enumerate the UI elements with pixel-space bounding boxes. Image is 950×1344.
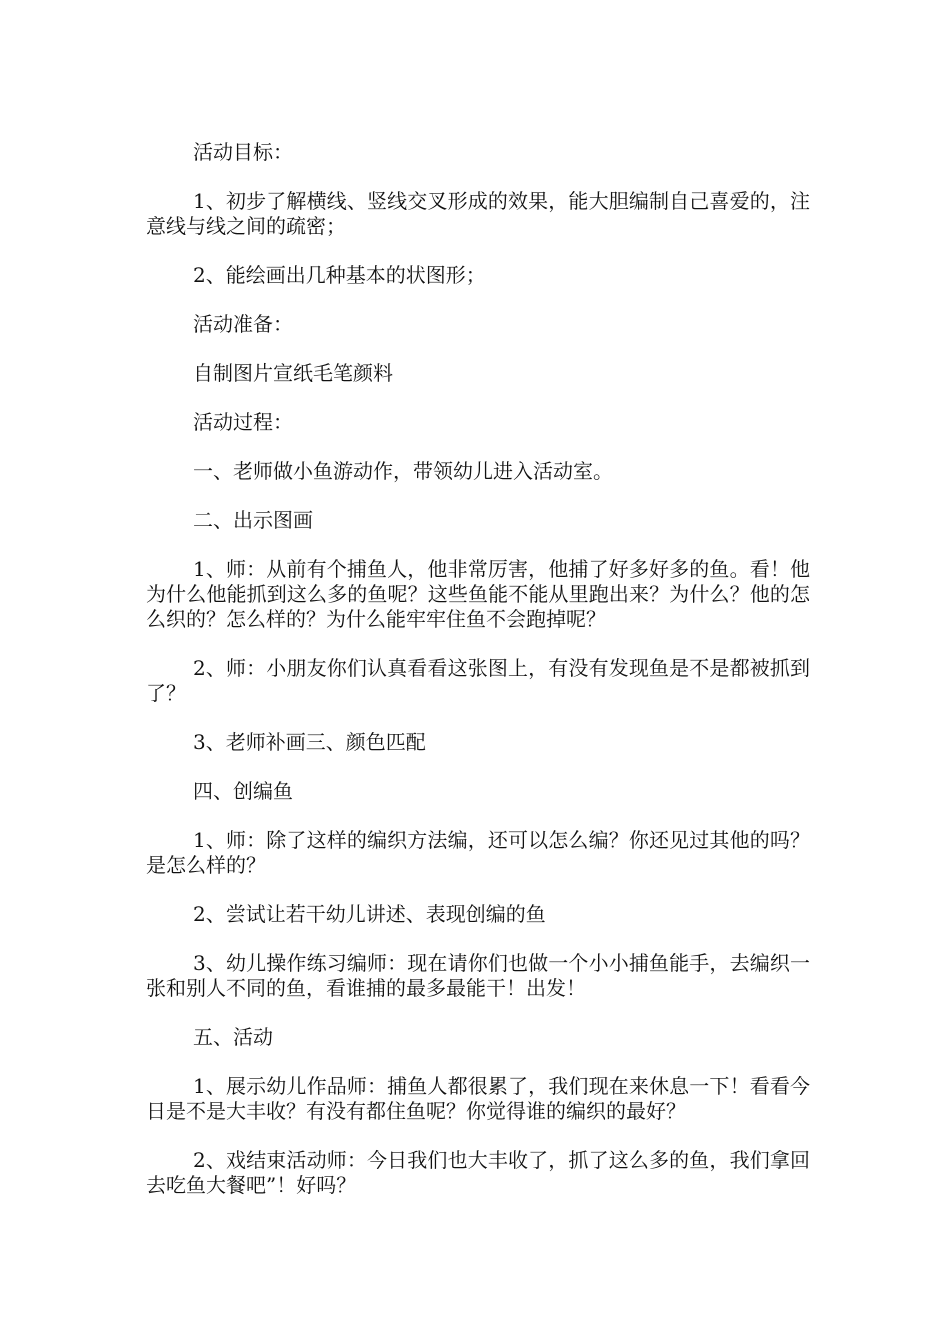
process-step-1: 一、老师做小鱼游动作，带领幼儿进入活动室。 bbox=[193, 459, 613, 483]
heading-activity-process: 活动过程： bbox=[193, 410, 293, 434]
step-2-item-3: 3、老师补画三、颜色匹配 bbox=[193, 730, 426, 754]
process-step-2: 二、出示图画 bbox=[193, 508, 313, 532]
process-step-5: 五、活动 bbox=[193, 1025, 273, 1049]
heading-activity-goals: 活动目标： bbox=[193, 140, 293, 164]
goal-item-2: 2、能绘画出几种基本的状图形； bbox=[193, 263, 486, 287]
preparation-materials: 自制图片宣纸毛笔颜料 bbox=[193, 361, 393, 385]
step-5-item-2: 2、戏结束活动师：今日我们也大丰收了，抓了这么多的鱼，我们拿回去吃鱼大餐吧”！好吗？ bbox=[146, 1148, 810, 1197]
goal-item-1: 1、初步了解横线、竖线交叉形成的效果，能大胆编制自己喜爱的，注意线与线之间的疏密； bbox=[146, 189, 810, 238]
step-5-item-1: 1、展示幼儿作品师：捕鱼人都很累了，我们现在来休息一下！看看今日是不是大丰收？有没有都住鱼呢？你觉得谁的编织的最好？ bbox=[146, 1074, 810, 1123]
step-2-item-1: 1、师：从前有个捕鱼人，他非常厉害，他捕了好多好多的鱼。看！他为什么他能抓到这么多的鱼呢？这些鱼能不能从里跑出来？为什么？他的怎么织的？怎么样的？为什么能牢牢住鱼不会跑掉呢？ bbox=[146, 557, 810, 631]
step-2-item-2: 2、师：小朋友你们认真看看这张图上，有没有发现鱼是不是都被抓到了？ bbox=[146, 656, 810, 705]
step-4-item-3: 3、幼儿操作练习编师：现在请你们也做一个小小捕鱼能手，去编织一张和别人不同的鱼，看谁捕的最多最能干！出发！ bbox=[146, 951, 810, 1000]
heading-activity-preparation: 活动准备： bbox=[193, 312, 293, 336]
document-body bbox=[146, 140, 810, 1222]
step-4-item-2: 2、尝试让若干幼儿讲述、表现创编的鱼 bbox=[193, 902, 546, 926]
step-4-item-1: 1、师：除了这样的编织方法编，还可以怎么编？你还见过其他的吗？是怎么样的？ bbox=[146, 828, 810, 877]
process-step-4: 四、创编鱼 bbox=[193, 779, 293, 803]
